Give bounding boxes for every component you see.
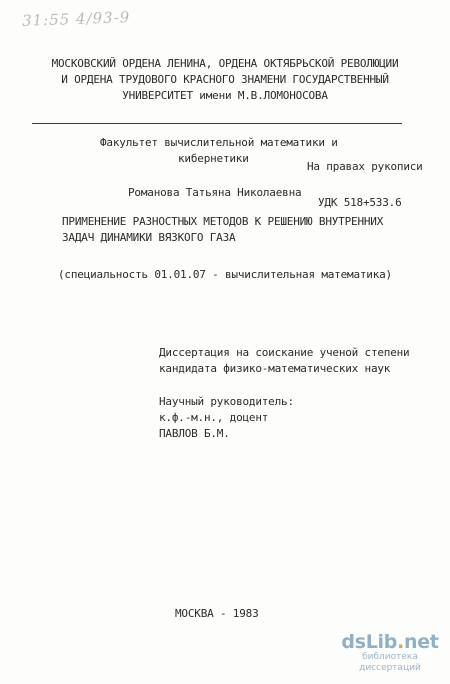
- supervisor-degree: к.ф.-м.н., доцент: [159, 411, 269, 424]
- place-and-year: МОСКВА - 1983: [175, 607, 259, 620]
- dslib-watermark: [340, 632, 440, 674]
- header-divider: [32, 123, 402, 124]
- university-header-line-2: И ОРДЕНА ТРУДОВОГО КРАСНОГО ЗНАМЕНИ ГОСУДАРСТВЕННЫЙ: [61, 73, 389, 86]
- degree-statement-line-1: Диссертация на соискание ученой степени: [159, 346, 410, 359]
- author-name: Романова Татьяна Николаевна: [128, 186, 302, 199]
- university-header-line-3: УНИВЕРСИТЕТ имени М.В.ЛОМОНОСОВА: [122, 89, 328, 102]
- udk-code: УДК 518+533.6: [318, 196, 402, 209]
- manuscript-rights-note: На правах рукописи: [307, 160, 423, 173]
- faculty-line-2: кибернетики: [178, 152, 249, 165]
- degree-statement-line-2: кандидата физико-математических наук: [159, 362, 391, 375]
- handwritten-archive-code: 31:55 4/93-9: [21, 8, 131, 30]
- logo-dot: .: [397, 631, 404, 653]
- dissertation-title-line-1: ПРИМЕНЕНИЕ РАЗНОСТНЫХ МЕТОДОВ К РЕШЕНИЮ ВНУТРЕННИХ: [62, 215, 384, 228]
- logo-main: dsLib: [341, 631, 398, 653]
- supervisor-name: ПАВЛОВ Б.М.: [159, 427, 230, 440]
- university-header-line-1: МОСКОВСКИЙ ОРДЕНА ЛЕНИНА, ОРДЕНА ОКТЯБРЬСКОЙ РЕВОЛЮЦИИ: [51, 57, 399, 70]
- faculty-line-1: Факультет вычислительной математики и: [100, 136, 338, 149]
- logo-tld: net: [403, 631, 439, 653]
- dslib-logo: [340, 632, 440, 652]
- supervisor-label: Научный руководитель:: [159, 395, 294, 408]
- dslib-subtitle: библиотека диссертаций: [359, 652, 421, 673]
- dissertation-title-line-2: ЗАДАЧ ДИНАМИКИ ВЯЗКОГО ГАЗА: [62, 231, 236, 244]
- specialty-line: (специальность 01.01.07 - вычислительная математика): [58, 268, 392, 281]
